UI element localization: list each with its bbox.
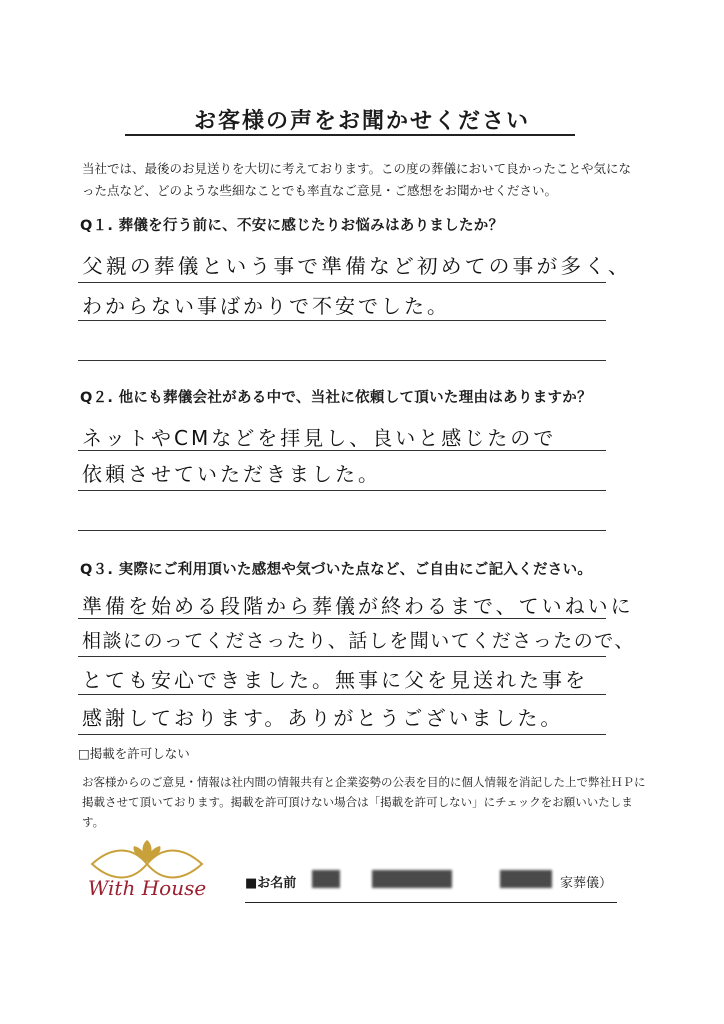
title-underline — [125, 134, 575, 136]
question-1: Q１. 葬儀を行う前に、不安に感じたりお悩みはありましたか？ — [80, 218, 504, 234]
answer-line — [78, 282, 606, 283]
answer-2-line-1: ネットやCMなどを拝見し、良いと感じたので — [82, 426, 557, 450]
answer-line — [78, 450, 606, 451]
answer-1-line-2: わからない事ばかりで不安でした。 — [82, 294, 450, 318]
answer-line — [78, 320, 606, 321]
company-logo — [72, 840, 222, 905]
answer-line — [78, 360, 606, 361]
question-2: Q２. 他にも葬儀会社がある中で、当社に依頼して頂いた理由はありますか？ — [80, 390, 592, 406]
answer-2-line-2: 依頼させていただきました。 — [82, 462, 381, 486]
redacted-name — [500, 870, 552, 888]
answer-line — [78, 490, 606, 491]
lotus-icon — [72, 840, 222, 880]
name-label: ■お名前 — [245, 876, 297, 891]
answer-3-line-4: 感謝しております。ありがとうございました。 — [82, 706, 564, 730]
answer-1-line-1: 父親の葬儀という事で準備など初めての事が多く、 — [82, 254, 632, 278]
logo-wordmark: With House — [87, 876, 207, 900]
answer-line — [78, 618, 606, 619]
family-funeral-suffix: 家葬儀） — [560, 876, 613, 891]
answer-3-line-2: 相談にのってくださったり、話しを聞いてくださったので、 — [82, 630, 635, 652]
form-title: お客様の声をお聞かせください — [193, 108, 530, 134]
privacy-notice: お客様からのご意見・情報は社内間の情報共有と企業姿勢の公表を目的に個人情報を消記した上で弊社ＨＰに掲載させて頂いております。掲載を許可頂けない場合は「掲載を許可しない」にチェックをお願いいたします。 — [82, 775, 646, 829]
consent-checkbox-label[interactable]: □掲載を許可しない — [78, 746, 190, 761]
redacted-name — [312, 870, 340, 888]
answer-line — [78, 656, 606, 657]
answer-3-line-1: 準備を始める段階から葬儀が終わるまで、ていねいに — [82, 594, 634, 618]
name-underline — [245, 902, 617, 903]
answer-3-line-3: とても安心できました。無事に父を見送れた事を — [82, 668, 588, 692]
intro-text: 当社では、最後のお見送りを大切に考えております。この度の葬儀において良かったことや気になった点など、どのような些細なことでも率直なご意見・ご感想をお聞かせください。 — [82, 161, 632, 198]
answer-line — [78, 530, 606, 531]
redacted-name — [372, 870, 452, 888]
answer-line — [78, 694, 606, 695]
question-3: Q３. 実際にご利用頂いた感想や気づいた点など、ご自由にご記入ください。 — [80, 562, 593, 578]
answer-line — [78, 734, 606, 735]
